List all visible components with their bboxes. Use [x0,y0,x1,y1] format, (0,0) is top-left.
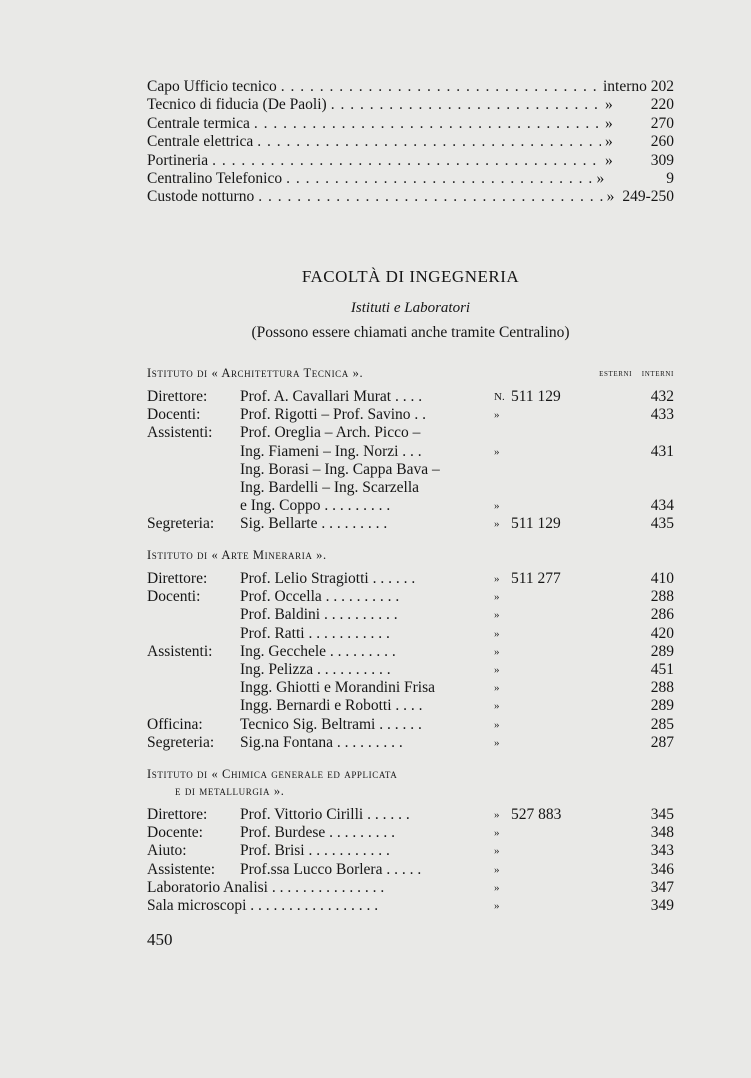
list-item: Custode notturno . . . » 249-250 [147,188,674,206]
page-number: 450 [147,930,173,949]
internal-number: 349 [650,896,674,914]
row-text: Sig.na Fontana . . . . . . . . . [240,733,403,751]
internal-number: 288 [650,588,674,606]
table-row [147,515,674,533]
table-row [147,606,674,624]
table-row [147,806,674,824]
faculty-subtitle: Istituti e Laboratori [350,300,471,316]
table-row [147,643,674,661]
table-row [147,861,674,879]
row-label: Docenti: [147,588,201,606]
internal-number: 345 [650,806,674,823]
external-number: 511 277 [511,570,561,587]
ditto-mark: » [494,609,500,622]
top-contact-list [147,78,674,207]
internal-number: 346 [650,860,674,878]
institute-title-line2: e di metallurgia ». [175,784,285,798]
table-row [147,842,674,860]
table-row [147,734,674,752]
table-row [147,897,674,915]
internal-number: 285 [650,715,674,733]
ditto-mark: » [494,682,500,695]
row-text: Prof. Rigotti – Prof. Savino . . [240,406,427,424]
ditto-mark: N. [494,391,505,403]
internal-number: 435 [650,515,674,533]
row-label: Assistente: [147,860,216,878]
ditto-mark: » [494,736,500,749]
row-text: Prof. A. Cavallari Murat . . . . [240,388,423,405]
row-text: Sig. Bellarte . . . . . . . . . [240,515,388,533]
row-text: Ing. Fiameni – Ing. Norzi . . . [240,442,422,460]
internal-number: 420 [650,624,674,642]
internal-number: 434 [650,497,674,515]
ditto-mark: » [494,881,500,894]
institute-table [147,806,674,915]
row-label: Aiuto: [147,842,187,860]
table-row [147,388,674,406]
table-row [147,461,674,479]
table-row [147,824,674,842]
table-row [147,625,674,643]
institute-title: Istituto di « Arte Mineraria ». [147,548,327,562]
row-label: Officina: [147,715,203,733]
faculty-title: FACOLTÀ DI INGEGNERIA [301,267,520,286]
row-label: Direttore: [147,570,208,587]
list-item: Centralino Telefonico . . . » 9 [147,170,674,188]
ditto-mark: » [494,700,500,713]
ditto-mark: » [494,591,500,604]
row-label: Laboratorio Analisi . . . . . . . . . . . . . . . [147,878,385,896]
row-text: Prof. Brisi . . . . . . . . . . . [240,842,390,860]
ditto-mark: » [494,845,500,858]
row-text: Prof. Ratti . . . . . . . . . . . [240,624,390,642]
ditto-mark: » [494,863,500,876]
row-label: Direttore: [147,806,208,823]
internal-number: 433 [650,406,674,424]
row-label: Assistenti: [147,424,213,442]
table-row [147,497,674,515]
row-text: e Ing. Coppo . . . . . . . . . [240,497,391,515]
internal-number: 343 [650,842,674,860]
table-row [147,697,674,715]
row-label: Docenti: [147,406,201,424]
ditto-mark: » [494,518,500,531]
internal-number: 451 [650,660,674,678]
internal-number: 286 [650,606,674,624]
ditto-mark: » [494,409,500,422]
row-text: Ing. Gecchele . . . . . . . . . [240,642,396,660]
ditto-mark: » [494,663,500,676]
row-text: Prof. Lelio Stragiotti . . . . . . [240,570,416,587]
row-label: Direttore: [147,388,208,405]
table-row [147,879,674,897]
list-item: Capo Ufficio tecnico . . . interno 202 [147,78,674,96]
internal-number: 431 [650,442,674,460]
table-row [147,661,674,679]
table-row [147,406,674,424]
internal-number: 348 [650,824,674,842]
row-text: Ing. Borasi – Ing. Cappa Bava – [240,460,440,478]
row-text: Ing. Pelizza . . . . . . . . . . [240,660,391,678]
table-row [147,424,674,442]
row-label: Docente: [147,824,203,842]
institute-title: Istituto di « Chimica generale ed applicata [147,767,398,781]
table-row [147,679,674,697]
table-row [147,479,674,497]
table-row [147,570,674,588]
list-item: Portineria . . . » 309 [147,152,674,170]
row-text: Prof. Vittorio Cirilli . . . . . . [240,806,410,823]
ditto-mark: » [494,809,500,821]
internal-number: 288 [650,679,674,697]
institute-table [147,570,674,752]
row-text: Ingg. Ghiotti e Morandini Frisa [240,679,436,697]
internal-number: 289 [650,697,674,715]
table-row [147,588,674,606]
internal-number: 287 [650,733,674,751]
external-number: 511 129 [511,515,561,533]
ditto-mark: » [494,573,500,585]
row-label: Sala microscopi . . . . . . . . . . . . . . . . . [147,896,379,914]
ditto-mark: » [494,899,500,912]
row-text: Tecnico Sig. Beltrami . . . . . . [240,715,422,733]
internal-number: 289 [650,642,674,660]
row-text: Prof.ssa Lucco Borlera . . . . . [240,860,422,878]
list-item: Centrale termica . . . » 270 [147,115,674,133]
row-text: Prof. Occella . . . . . . . . . . [240,588,400,606]
row-text: Ing. Bardelli – Ing. Scarzella [240,478,420,496]
external-number: 527 883 [511,806,562,823]
internal-number: 410 [650,570,674,587]
row-text: Ingg. Bernardi e Robotti . . . . [240,697,423,715]
external-number: 511 129 [511,388,561,405]
row-label: Segreteria: [147,733,215,751]
column-headers: esterni interni [599,368,674,379]
ditto-mark: » [494,627,500,640]
institute-title: Istituto di « Architettura Tecnica ». esterni interni [147,366,674,380]
ditto-mark: » [494,718,500,731]
row-text: Prof. Burdese . . . . . . . . . [240,824,395,842]
row-label: Segreteria: [147,515,215,533]
table-row [147,716,674,734]
ditto-mark: » [494,645,500,658]
ditto-mark: » [494,500,500,513]
institute-table [147,388,674,534]
faculty-note: (Possono essere chiamati anche tramite Centralino) [251,324,570,341]
row-text: Prof. Oreglia – Arch. Picco – [240,424,421,442]
row-label: Assistenti: [147,642,213,660]
list-item: Tecnico di fiducia (De Paoli) . . . » 220 [147,96,674,114]
ditto-mark: » [494,445,500,458]
table-row [147,443,674,461]
ditto-mark: » [494,827,500,840]
internal-number: 347 [650,878,674,896]
list-item: Centrale elettrica . . . » 260 [147,133,674,151]
internal-number: 432 [650,388,674,405]
row-text: Prof. Baldini . . . . . . . . . . [240,606,398,624]
